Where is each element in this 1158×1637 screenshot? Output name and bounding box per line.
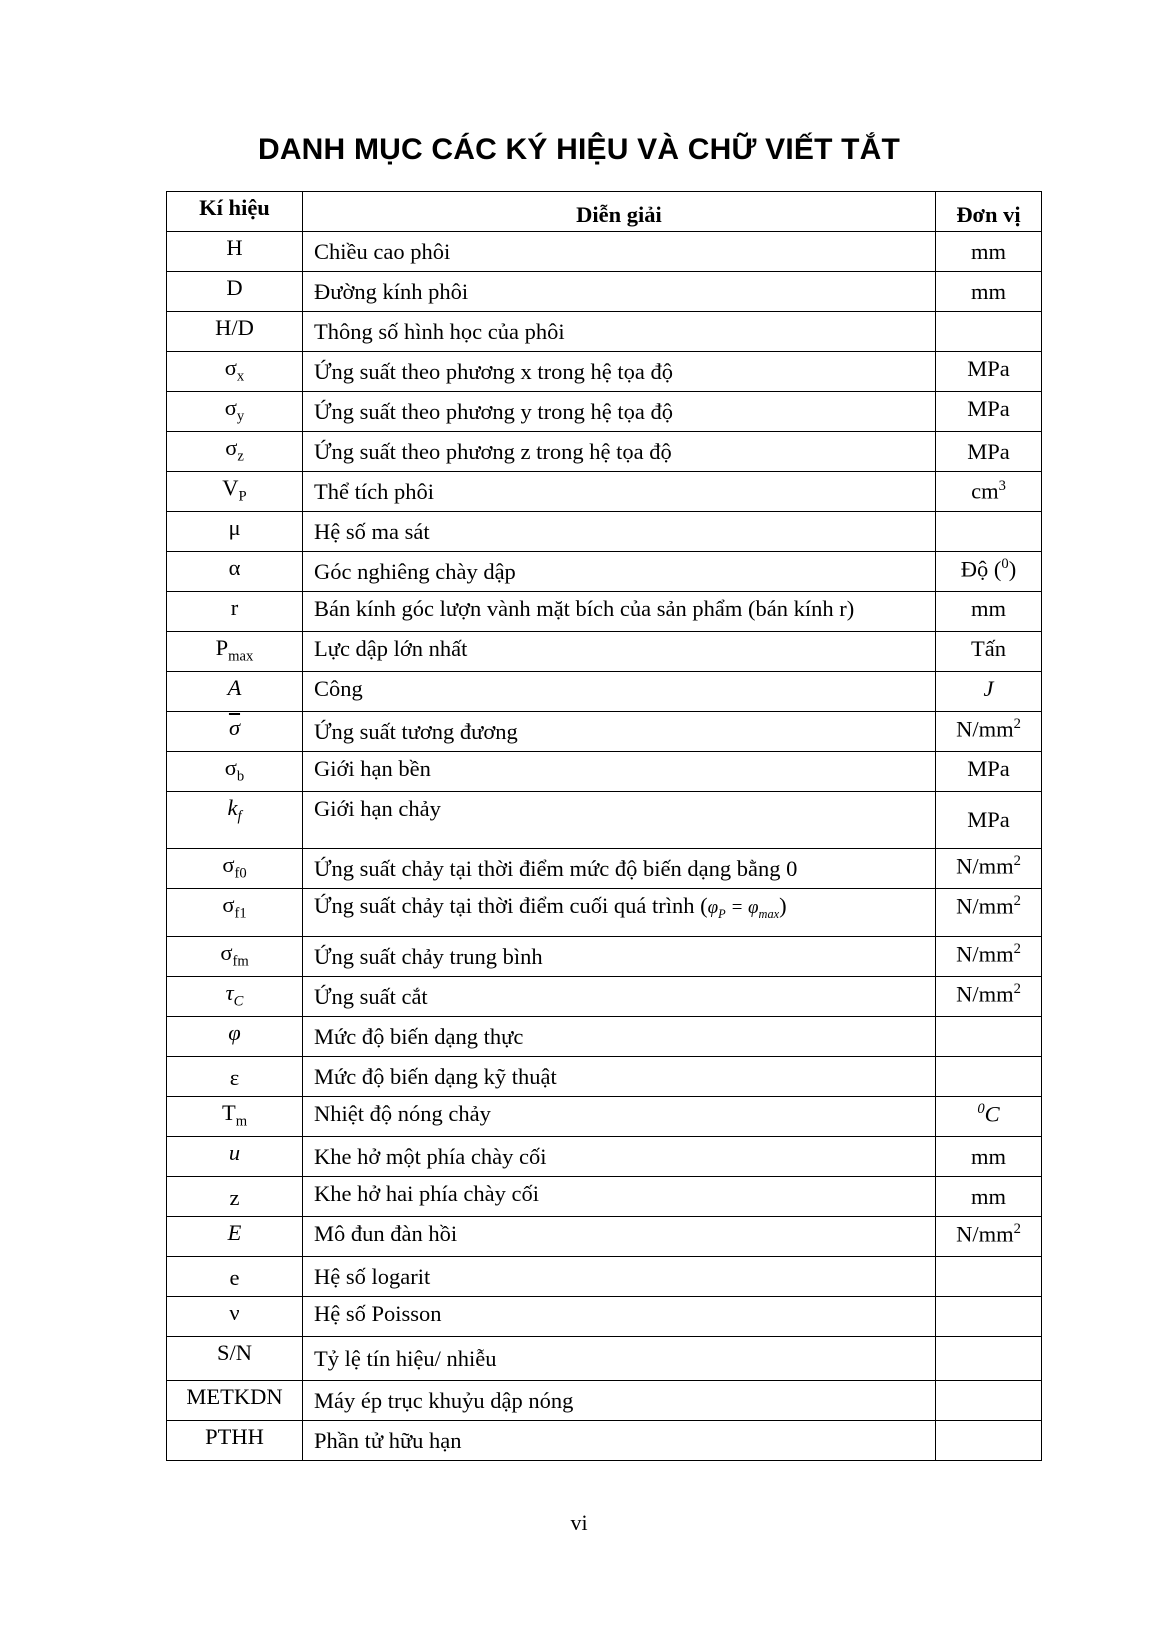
table-row bbox=[167, 1177, 1042, 1217]
symbol-cell: H bbox=[167, 232, 303, 272]
unit-cell bbox=[936, 512, 1042, 552]
table-row bbox=[167, 272, 1042, 312]
description-cell: Thông số hình học của phôi bbox=[303, 312, 936, 352]
page-title: DANH MỤC CÁC KÝ HIỆU VÀ CHỮ VIẾT TẮT bbox=[257, 133, 901, 166]
table-row bbox=[167, 552, 1042, 592]
symbol-cell: $\sigma_z$ bbox=[167, 432, 303, 472]
table-row bbox=[167, 472, 1042, 512]
table-row bbox=[167, 592, 1042, 632]
unit-cell bbox=[936, 1017, 1042, 1057]
table-row bbox=[167, 632, 1042, 672]
symbol-cell: α bbox=[167, 552, 303, 592]
description-cell: Ứng suất chảy tại thời điểm mức độ biến dạng bằng 0 bbox=[303, 849, 936, 889]
description-cell: Hệ số Poisson bbox=[303, 1297, 936, 1337]
symbol-cell: METKDN bbox=[167, 1381, 303, 1421]
description-cell: Ứng suất cắt bbox=[303, 977, 936, 1017]
symbol-cell: D bbox=[167, 272, 303, 312]
description-cell: Phần tử hữu hạn bbox=[303, 1421, 936, 1461]
symbol-cell: z bbox=[167, 1177, 303, 1217]
description-cell: Đường kính phôi bbox=[303, 272, 936, 312]
description-cell: Mô đun đàn hồi bbox=[303, 1217, 936, 1257]
unit-cell: Độ ($^0$) bbox=[936, 552, 1042, 592]
description-cell: Giới hạn bền bbox=[303, 752, 936, 792]
table-row bbox=[167, 977, 1042, 1017]
symbol-cell: φ bbox=[167, 1017, 303, 1057]
table-row bbox=[167, 752, 1042, 792]
table-row bbox=[167, 1421, 1042, 1461]
table-row bbox=[167, 1097, 1042, 1137]
symbol-cell: $\sigma_b$ bbox=[167, 752, 303, 792]
description-cell: Ứng suất theo phương z trong hệ tọa độ bbox=[303, 432, 936, 472]
description-cell: Hệ số logarit bbox=[303, 1257, 936, 1297]
symbol-cell: A bbox=[167, 672, 303, 712]
description-cell: Mức độ biến dạng kỹ thuật bbox=[303, 1057, 936, 1097]
symbol-cell: $k_f$ bbox=[167, 792, 303, 849]
table-row bbox=[167, 512, 1042, 552]
unit-cell: MPa bbox=[936, 352, 1042, 392]
unit-cell: J bbox=[936, 672, 1042, 712]
unit-cell: MPa bbox=[936, 752, 1042, 792]
description-cell: Chiều cao phôi bbox=[303, 232, 936, 272]
description-cell: Công bbox=[303, 672, 936, 712]
symbol-cell: u bbox=[167, 1137, 303, 1177]
table-row bbox=[167, 672, 1042, 712]
table-row bbox=[167, 232, 1042, 272]
symbols-table bbox=[166, 191, 1042, 1461]
unit-cell: $cm^3$ bbox=[936, 472, 1042, 512]
header-unit: Đơn vị bbox=[936, 192, 1042, 232]
description-cell: Bán kính góc lượn vành mặt bích của sản phẩm (bán kính r) bbox=[303, 592, 936, 632]
symbol-cell: $\sigma_{f0}$ bbox=[167, 849, 303, 889]
unit-cell bbox=[936, 1381, 1042, 1421]
table-row bbox=[167, 1337, 1042, 1381]
symbol-cell: e bbox=[167, 1257, 303, 1297]
table-header-row bbox=[167, 192, 1042, 232]
table-row bbox=[167, 352, 1042, 392]
header-symbol: Kí hiệu bbox=[167, 192, 303, 232]
symbol-cell: $\sigma_y$ bbox=[167, 392, 303, 432]
symbol-cell: H/D bbox=[167, 312, 303, 352]
table-row bbox=[167, 1137, 1042, 1177]
unit-cell: MPa bbox=[936, 792, 1042, 849]
page-number: vi bbox=[570, 1510, 588, 1535]
table-row bbox=[167, 849, 1042, 889]
table-row bbox=[167, 1017, 1042, 1057]
description-cell: Khe hở hai phía chày cối bbox=[303, 1177, 936, 1217]
unit-cell bbox=[936, 1421, 1042, 1461]
unit-cell: $^0$C bbox=[936, 1097, 1042, 1137]
symbol-cell: ε bbox=[167, 1057, 303, 1097]
description-cell: Thể tích phôi bbox=[303, 472, 936, 512]
description-cell: Ứng suất chảy trung bình bbox=[303, 937, 936, 977]
description-cell: Nhiệt độ nóng chảy bbox=[303, 1097, 936, 1137]
unit-cell: $N/mm^2$ bbox=[936, 937, 1042, 977]
table-row bbox=[167, 712, 1042, 752]
unit-cell: $N/mm^2$ bbox=[936, 889, 1042, 937]
symbol-cell: μ bbox=[167, 512, 303, 552]
symbol-cell: $\sigma_x$ bbox=[167, 352, 303, 392]
symbol-cell: $\overline{\sigma}$ bbox=[167, 712, 303, 752]
unit-cell: mm bbox=[936, 592, 1042, 632]
table-row bbox=[167, 1217, 1042, 1257]
description-cell: Góc nghiêng chày dập bbox=[303, 552, 936, 592]
symbol-cell: $\sigma_{fm}$ bbox=[167, 937, 303, 977]
table-row bbox=[167, 889, 1042, 937]
symbol-cell: ν bbox=[167, 1297, 303, 1337]
unit-cell: $N/mm^2$ bbox=[936, 977, 1042, 1017]
table-row bbox=[167, 312, 1042, 352]
description-cell: Khe hở một phía chày cối bbox=[303, 1137, 936, 1177]
description-cell: Mức độ biến dạng thực bbox=[303, 1017, 936, 1057]
description-cell: Giới hạn chảy bbox=[303, 792, 936, 849]
unit-cell: MPa bbox=[936, 392, 1042, 432]
table-row bbox=[167, 432, 1042, 472]
unit-cell bbox=[936, 1257, 1042, 1297]
symbol-cell: S/N bbox=[167, 1337, 303, 1381]
symbol-cell: $\sigma_{f1}$ bbox=[167, 889, 303, 937]
description-cell: Tỷ lệ tín hiệu/ nhiễu bbox=[303, 1337, 936, 1381]
table-row bbox=[167, 937, 1042, 977]
description-cell: Ứng suất theo phương y trong hệ tọa độ bbox=[303, 392, 936, 432]
symbol-cell: $V_P$ bbox=[167, 472, 303, 512]
unit-cell bbox=[936, 1297, 1042, 1337]
description-cell: Ứng suất chảy tại thời điểm cuối quá trình $(\varphi_P = \varphi_{max})$ bbox=[303, 889, 936, 937]
table-row bbox=[167, 792, 1042, 849]
symbol-cell: r bbox=[167, 592, 303, 632]
unit-cell: Tấn bbox=[936, 632, 1042, 672]
table-row bbox=[167, 1257, 1042, 1297]
symbol-cell: $\tau_C$ bbox=[167, 977, 303, 1017]
unit-cell: mm bbox=[936, 1137, 1042, 1177]
unit-cell: $N/mm^2$ bbox=[936, 1217, 1042, 1257]
unit-cell: mm bbox=[936, 232, 1042, 272]
header-description: Diễn giải bbox=[303, 192, 936, 232]
description-cell: Lực dập lớn nhất bbox=[303, 632, 936, 672]
unit-cell bbox=[936, 1057, 1042, 1097]
unit-cell bbox=[936, 312, 1042, 352]
table-row bbox=[167, 392, 1042, 432]
table-row bbox=[167, 1057, 1042, 1097]
unit-cell: MPa bbox=[936, 432, 1042, 472]
description-cell: Máy ép trục khuỷu dập nóng bbox=[303, 1381, 936, 1421]
description-cell: Ứng suất tương đương bbox=[303, 712, 936, 752]
symbol-cell: $T_m$ bbox=[167, 1097, 303, 1137]
symbol-cell: $P_{max}$ bbox=[167, 632, 303, 672]
table-row bbox=[167, 1381, 1042, 1421]
table-row bbox=[167, 1297, 1042, 1337]
unit-cell: $N/mm^2$ bbox=[936, 712, 1042, 752]
formula: $\varphi_P = \varphi_{max}$ bbox=[707, 897, 780, 921]
description-cell: Hệ số ma sát bbox=[303, 512, 936, 552]
unit-cell: $N/mm^2$ bbox=[936, 849, 1042, 889]
unit-cell: mm bbox=[936, 272, 1042, 312]
symbol-cell: E bbox=[167, 1217, 303, 1257]
symbol-cell: PTHH bbox=[167, 1421, 303, 1461]
unit-cell: mm bbox=[936, 1177, 1042, 1217]
description-cell: Ứng suất theo phương x trong hệ tọa độ bbox=[303, 352, 936, 392]
unit-cell bbox=[936, 1337, 1042, 1381]
